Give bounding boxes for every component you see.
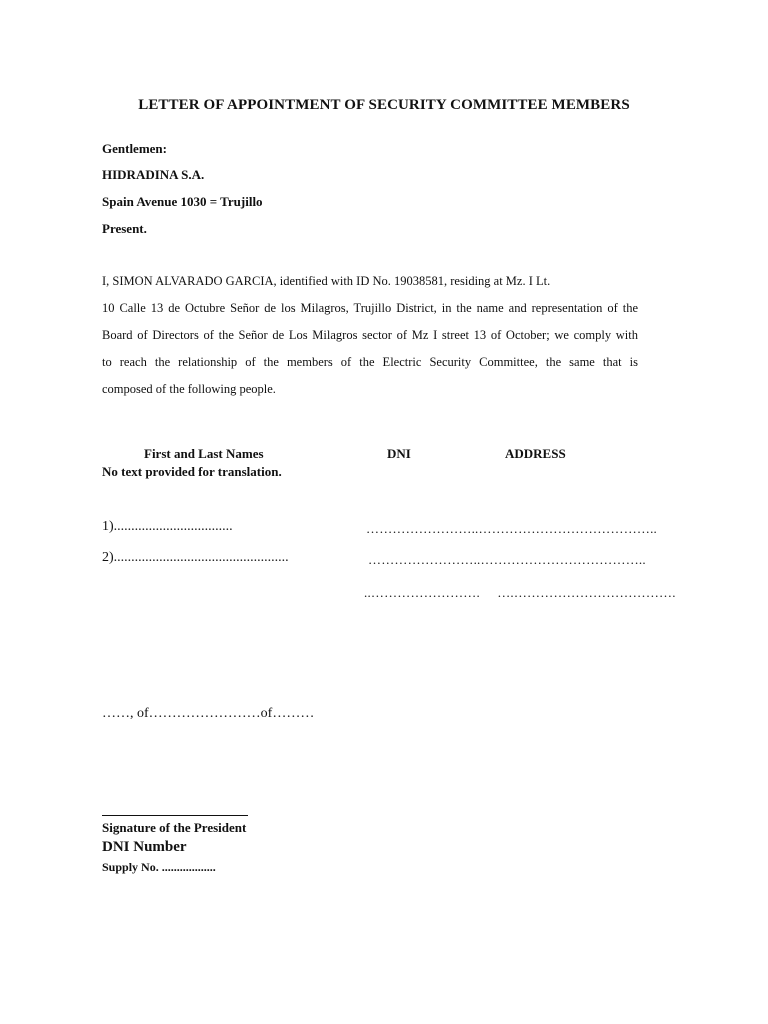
body-line-3: Board of Directors of the Señor de Los Milagros sector of Mz I street 13 of October; we comply with	[102, 328, 638, 342]
member-row-1-name: 1)..................................	[102, 519, 233, 534]
company-address: Spain Avenue 1030 = Trujillo	[102, 194, 263, 209]
member-row-2-name: 2)..................................................	[102, 550, 289, 565]
salutation: Gentlemen:	[102, 141, 167, 156]
dni-number-label: DNI Number	[102, 839, 187, 855]
column-header-dni: DNI	[387, 446, 411, 461]
member-row-1-dni-address: ……………………..…………………………………..	[366, 521, 657, 536]
member-row-3-dni-address: ..……………………. ….……………………………….	[364, 585, 676, 600]
signature-label: Signature of the President	[102, 820, 247, 835]
document-title: LETTER OF APPOINTMENT OF SECURITY COMMITTEE MEMBERS	[138, 97, 630, 113]
body-line-5: composed of the following people.	[102, 382, 276, 396]
column-header-names: First and Last Names	[144, 446, 264, 461]
supply-number-label: Supply No. ..................	[102, 860, 216, 874]
body-line-2: 10 Calle 13 de Octubre Señor de los Milagros, Trujillo District, in the name and representation of the	[102, 301, 638, 315]
column-header-address: ADDRESS	[505, 446, 566, 461]
body-line-1: I, SIMON ALVARADO GARCIA, identified with ID No. 19038581, residing at Mz. I Lt.	[102, 274, 551, 288]
table-note: No text provided for translation.	[102, 464, 282, 479]
date-line: ……, of……………………of………	[102, 706, 315, 721]
member-row-2-dni-address: ……………………..………………………………..	[368, 552, 646, 567]
signature-line	[102, 815, 248, 816]
present-line: Present.	[102, 221, 147, 236]
company-name: HIDRADINA S.A.	[102, 167, 205, 182]
body-line-4: to reach the relationship of the members of the Electric Security Committee, the same that is	[102, 355, 638, 369]
